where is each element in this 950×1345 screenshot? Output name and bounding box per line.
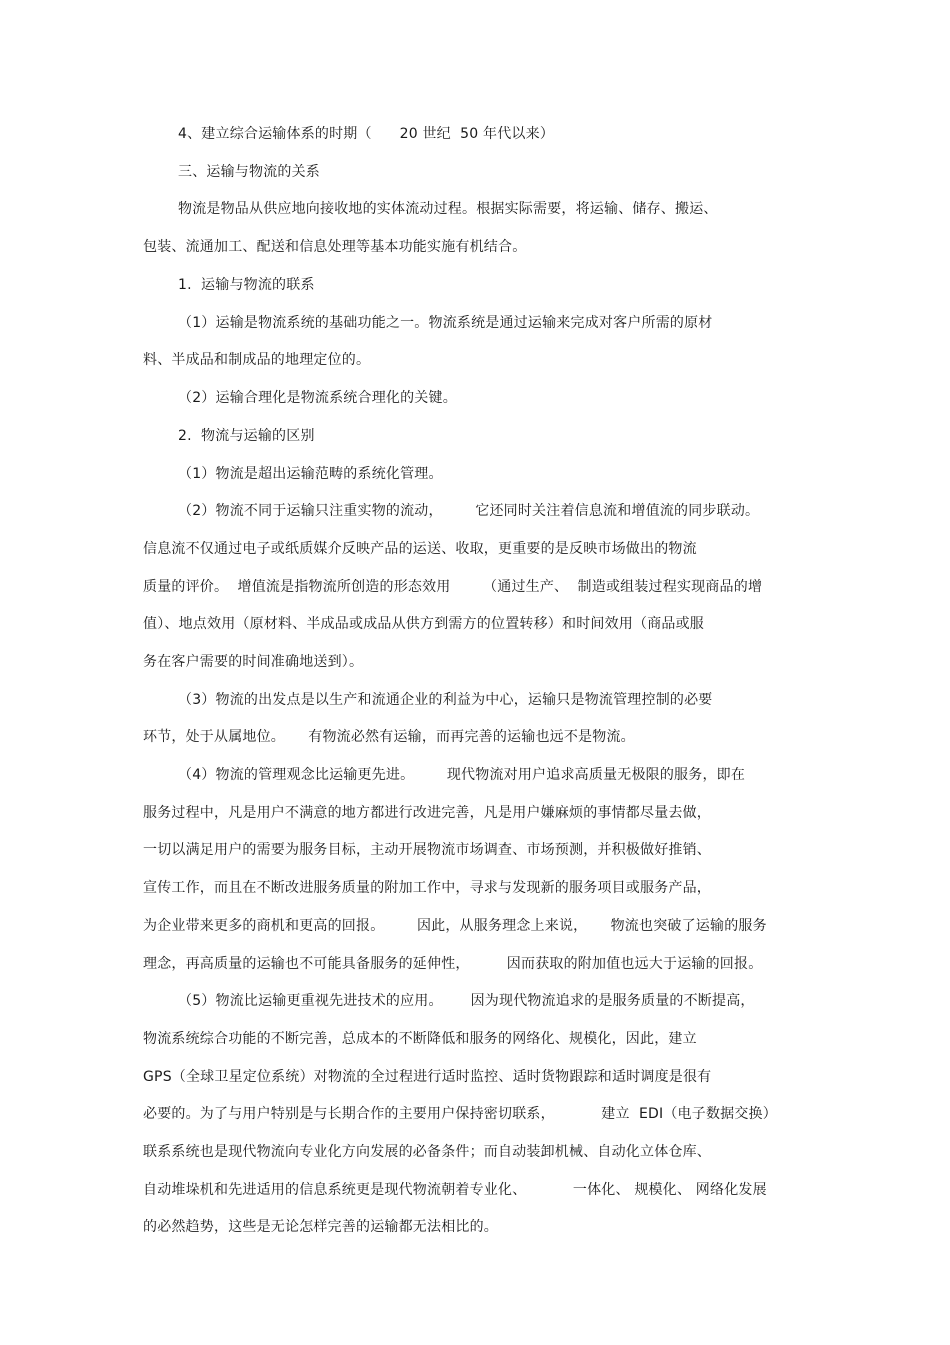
heading-period-4: 4、建立综合运输体系的时期（ 20 世纪 50 年代以来） <box>178 126 555 142</box>
paragraph-line: 为企业带来更多的商机和更高的回报。 因此，从服务理念上来说， 物流也突破了运输的服务 <box>143 918 767 934</box>
paragraph-line: 服务过程中，凡是用户不满意的地方都进行改进完善，凡是用户嫌麻烦的事情都尽量去做， <box>143 805 711 821</box>
paragraph-line: 必要的。为了与用户特别是与长期合作的主要用户保持密切联系， 建立 EDI（电子数据交换） <box>143 1106 777 1122</box>
paragraph-line: 物流系统综合功能的不断完善，总成本的不断降低和服务的网络化、规模化，因此，建立 <box>143 1031 697 1047</box>
paragraph-line: 务在客户需要的时间准确地送到）。 <box>143 654 364 670</box>
paragraph-line: 宣传工作，而且在不断改进服务质量的附加工作中，寻求与发现新的服务项目或服务产品， <box>143 880 711 896</box>
paragraph-line: 联系系统也是现代物流向专业化方向发展的必备条件；而自动装卸机械、自动化立体仓库、 <box>143 1144 711 1160</box>
paragraph-line: 环节，处于从属地位。 有物流必然有运输，而再完善的运输也远不是物流。 <box>143 729 635 745</box>
paragraph-line: 包装、流通加工、配送和信息处理等基本功能实施有机结合。 <box>143 239 527 255</box>
paragraph-line: 的必然趋势，这些是无论怎样完善的运输都无法相比的。 <box>143 1219 498 1235</box>
paragraph-line: 一切以满足用户的需要为服务目标，主动开展物流市场调查、市场预测，并积极做好推销、 <box>143 842 711 858</box>
paragraph-line: 值）、地点效用（原材料、半成品或成品从供方到需方的位置转移）和时间效用（商品或服 <box>143 616 704 632</box>
paragraph-line: 自动堆垛机和先进适用的信息系统更是现代物流朝着专业化、 一体化、 规模化、 网络化发展 <box>143 1182 767 1198</box>
paragraph-line: 物流是物品从供应地向接收地的实体流动过程。根据实际需要，将运输、储存、搬运、 <box>178 201 718 217</box>
paragraph-line: （2）物流不同于运输只注重实物的流动， 它还同时关注着信息流和增值流的同步联动。 <box>178 503 760 519</box>
paragraph-line: 质量的评价。 增值流是指物流所创造的形态效用 （通过生产、 制造或组装过程实现商品的增 <box>143 579 763 595</box>
paragraph-line: （5）物流比运输更重视先进技术的应用。 因为现代物流追求的是服务质量的不断提高， <box>178 993 755 1009</box>
paragraph-line: 料、半成品和制成品的地理定位的。 <box>143 352 371 368</box>
paragraph-line: 信息流不仅通过电子或纸质媒介反映产品的运送、收取，更重要的是反映市场做出的物流 <box>143 541 697 557</box>
paragraph-line: （3）物流的出发点是以生产和流通企业的利益为中心，运输只是物流管理控制的必要 <box>178 692 713 708</box>
paragraph-line: （1）运输是物流系统的基础功能之一。物流系统是通过运输来完成对客户所需的原材 <box>178 315 713 331</box>
subheading-1: 1. 运输与物流的联系 <box>178 277 315 293</box>
section-heading-3: 三、运输与物流的关系 <box>178 164 320 180</box>
subheading-2: 2. 物流与运输的区别 <box>178 428 315 444</box>
paragraph-line: （2）运输合理化是物流系统合理化的关键。 <box>178 390 457 406</box>
paragraph-line: 理念，再高质量的运输也不可能具备服务的延伸性， 因而获取的附加值也远大于运输的回报。 <box>143 956 763 972</box>
paragraph-line: （4）物流的管理观念比运输更先进。 现代物流对用户追求高质量无极限的服务，即在 <box>178 767 746 783</box>
paragraph-line: GPS（全球卫星定位系统）对物流的全过程进行适时监控、适时货物跟踪和适时调度是很有 <box>143 1069 712 1085</box>
paragraph-line: （1）物流是超出运输范畴的系统化管理。 <box>178 466 443 482</box>
